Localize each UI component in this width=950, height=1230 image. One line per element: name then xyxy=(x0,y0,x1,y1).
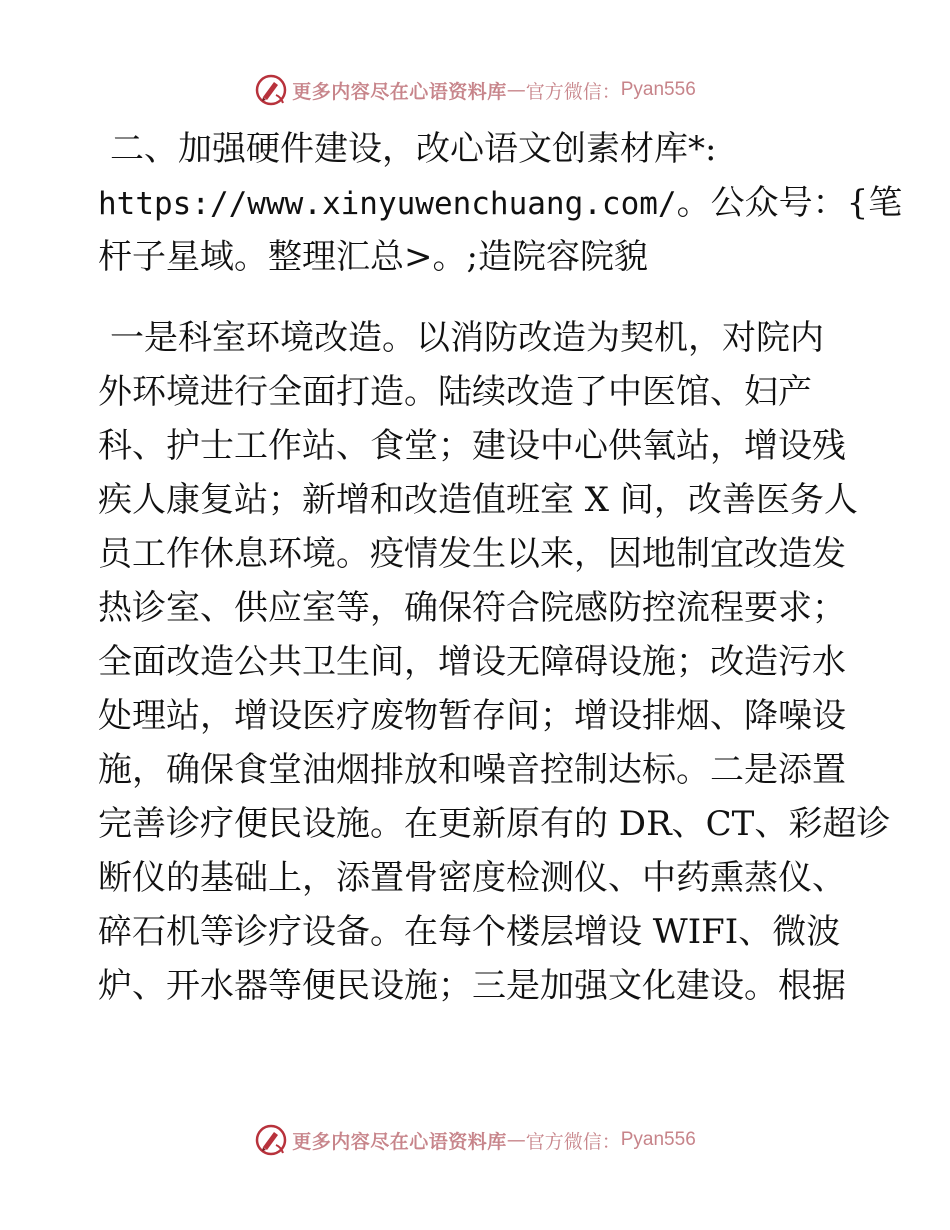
banner-main-text: 更多内容尽在心语资料库 xyxy=(292,1130,507,1153)
heading-line-3: 杆子星域。整理汇总>。;造院容院貌 xyxy=(98,237,648,277)
banner-wechat-id: Pyan556 xyxy=(620,79,696,100)
body-line: 全面改造公共卫生间，增设无障碍设施；改造污水 xyxy=(98,642,846,682)
body-line: 员工作休息环境。疫情发生以来，因地制宜改造发 xyxy=(98,534,846,574)
body-line: 炉、开水器等便民设施；三是加强文化建设。根据 xyxy=(98,966,846,1006)
body-line: 疾人康复站；新增和改造值班室 X 间，改善医务人 xyxy=(98,480,858,520)
body-line: 外环境进行全面打造。陆续改造了中医馆、妇产 xyxy=(98,372,812,412)
body-paragraph xyxy=(98,311,891,1013)
banner-wechat-id: Pyan556 xyxy=(620,1129,696,1150)
body-line: 处理站，增设医疗废物暂存间；增设排烟、降噪设 xyxy=(98,696,846,736)
banner-wechat-label: 官方微信： xyxy=(525,1130,621,1153)
body-line: 科、护士工作站、食堂；建设中心供氧站，增设残 xyxy=(98,426,846,466)
banner-separator: — xyxy=(506,79,526,101)
heading-line-2-rest: 。公众号：{笔 xyxy=(676,183,903,223)
header-watermark-banner xyxy=(0,70,950,110)
heading-line-2 xyxy=(98,176,903,230)
body-line: 完善诊疗便民设施。在更新原有的 DR、CT、彩超诊 xyxy=(98,804,891,844)
heading-line-1: 二、加强硬件建设，改心语文创素材库*: xyxy=(110,129,717,169)
body-line: 碎石机等诊疗设备。在每个楼层增设 WIFI、微波 xyxy=(98,912,841,952)
source-url-text: https://www.xinyuwenchuang.com/ xyxy=(98,186,677,222)
banner-separator: — xyxy=(506,1129,526,1151)
body-line: 热诊室、供应室等，确保符合院感防控流程要求； xyxy=(98,588,846,628)
pen-logo-icon xyxy=(254,1123,288,1157)
footer-watermark-banner xyxy=(0,1120,950,1160)
pen-logo-icon xyxy=(254,73,288,107)
heading-paragraph xyxy=(98,122,903,284)
banner-main-text: 更多内容尽在心语资料库 xyxy=(292,80,507,103)
body-line: 施，确保食堂油烟排放和噪音控制达标。二是添置 xyxy=(98,750,846,790)
banner-wechat-label: 官方微信： xyxy=(525,80,621,103)
body-line: 一是科室环境改造。以消防改造为契机，对院内 xyxy=(110,318,824,358)
body-line: 断仪的基础上，添置骨密度检测仪、中药熏蒸仪、 xyxy=(98,858,846,898)
